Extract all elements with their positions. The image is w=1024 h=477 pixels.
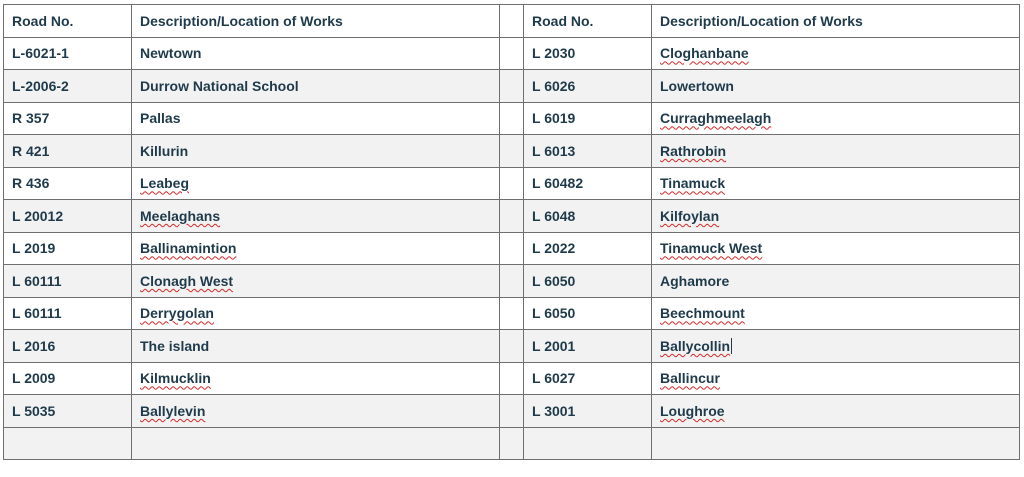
table-row [4,232,1020,265]
table-row-empty [4,427,1020,460]
description-text: Tinamuck [660,175,726,192]
spacer-cell [500,427,524,460]
header-row [4,5,1020,38]
description-text: Rathrobin [660,142,727,159]
spacer-cell [500,70,524,103]
description-cell[interactable]: Durrow National School [132,70,500,103]
table-row [4,395,1020,428]
spacer-cell [500,395,524,428]
table-row [4,330,1020,363]
description-cell[interactable] [132,200,500,233]
road-no-cell[interactable]: R 421 [4,135,132,168]
spacer-cell [500,102,524,135]
road-no-cell[interactable]: L-2006-2 [4,70,132,103]
table-row [4,70,1020,103]
text-cursor [731,338,732,354]
description-text: Meelaghans [140,207,221,224]
road-no-cell[interactable]: L 6013 [524,135,652,168]
road-no-cell[interactable]: L 2030 [524,37,652,70]
description-text: Kilfoylan [660,207,720,224]
description-text: Kilmucklin [140,370,211,387]
header-description-right[interactable]: Description/Location of Works [652,5,1020,38]
spacer-cell [500,297,524,330]
description-cell[interactable] [652,297,1020,330]
header-road-no-right[interactable]: Road No. [524,5,652,38]
road-no-cell[interactable]: L 60111 [4,265,132,298]
description-text: Curraghmeelagh [660,110,772,127]
description-text: Ballincur [660,370,720,387]
header-road-no-left[interactable]: Road No. [4,5,132,38]
spacer-cell [500,5,524,38]
road-no-cell[interactable]: L 6019 [524,102,652,135]
spacer-cell [500,37,524,70]
description-text: Tinamuck West [660,240,763,257]
description-cell[interactable] [652,362,1020,395]
table-row [4,135,1020,168]
road-no-cell[interactable] [524,427,652,460]
description-cell[interactable]: Killurin [132,135,500,168]
table-row [4,200,1020,233]
road-works-table [3,4,1020,460]
road-no-cell[interactable]: L 5035 [4,395,132,428]
description-text: Cloghanbane [660,45,749,62]
description-cell[interactable] [652,395,1020,428]
description-cell[interactable] [132,232,500,265]
road-no-cell[interactable]: L 2009 [4,362,132,395]
description-cell[interactable] [652,200,1020,233]
spacer-cell [500,135,524,168]
table-row [4,297,1020,330]
description-text: Loughroe [660,402,725,419]
description-text: Beechmount [660,305,745,322]
description-cell[interactable] [652,427,1020,460]
road-no-cell[interactable]: L 2016 [4,330,132,363]
road-no-cell[interactable] [4,427,132,460]
description-cell[interactable] [652,232,1020,265]
road-no-cell[interactable]: L 6050 [524,297,652,330]
description-cell[interactable] [132,362,500,395]
description-cell[interactable] [652,167,1020,200]
spacer-cell [500,232,524,265]
description-cell[interactable]: The island [132,330,500,363]
spacer-cell [500,362,524,395]
description-cell[interactable] [652,102,1020,135]
description-cell[interactable]: Aghamore [652,265,1020,298]
description-text: Ballylevin [140,402,206,419]
description-cell[interactable] [132,297,500,330]
description-cell[interactable] [652,135,1020,168]
description-cell[interactable]: Lowertown [652,70,1020,103]
road-no-cell[interactable]: L 6027 [524,362,652,395]
description-cell[interactable] [132,265,500,298]
spacer-cell [500,200,524,233]
description-cell[interactable] [132,395,500,428]
description-text: Derrygolan [140,305,214,322]
road-no-cell[interactable]: L 60482 [524,167,652,200]
road-no-cell[interactable]: L 3001 [524,395,652,428]
road-no-cell[interactable]: L 2022 [524,232,652,265]
description-cell[interactable] [132,167,500,200]
road-no-cell[interactable]: L 20012 [4,200,132,233]
road-no-cell[interactable]: R 436 [4,167,132,200]
spacer-cell [500,167,524,200]
description-text: Leabeg [140,175,190,192]
road-no-cell[interactable]: R 357 [4,102,132,135]
road-no-cell[interactable]: L 2001 [524,330,652,363]
description-text: Ballycollin [660,337,731,354]
road-no-cell[interactable]: L 60111 [4,297,132,330]
table-row [4,265,1020,298]
header-description-left[interactable]: Description/Location of Works [132,5,500,38]
table-row [4,167,1020,200]
spacer-cell [500,265,524,298]
description-cell[interactable] [132,427,500,460]
road-no-cell[interactable]: L-6021-1 [4,37,132,70]
description-text: Clonagh West [140,272,234,289]
road-no-cell[interactable]: L 6048 [524,200,652,233]
table-row [4,37,1020,70]
description-cell[interactable] [652,330,1020,363]
road-no-cell[interactable]: L 2019 [4,232,132,265]
spacer-cell [500,330,524,363]
description-text: Ballinamintion [140,240,237,257]
table-row [4,362,1020,395]
description-cell[interactable]: Pallas [132,102,500,135]
road-no-cell[interactable]: L 6050 [524,265,652,298]
description-cell[interactable]: Newtown [132,37,500,70]
description-cell[interactable] [652,37,1020,70]
road-no-cell[interactable]: L 6026 [524,70,652,103]
table-row [4,102,1020,135]
